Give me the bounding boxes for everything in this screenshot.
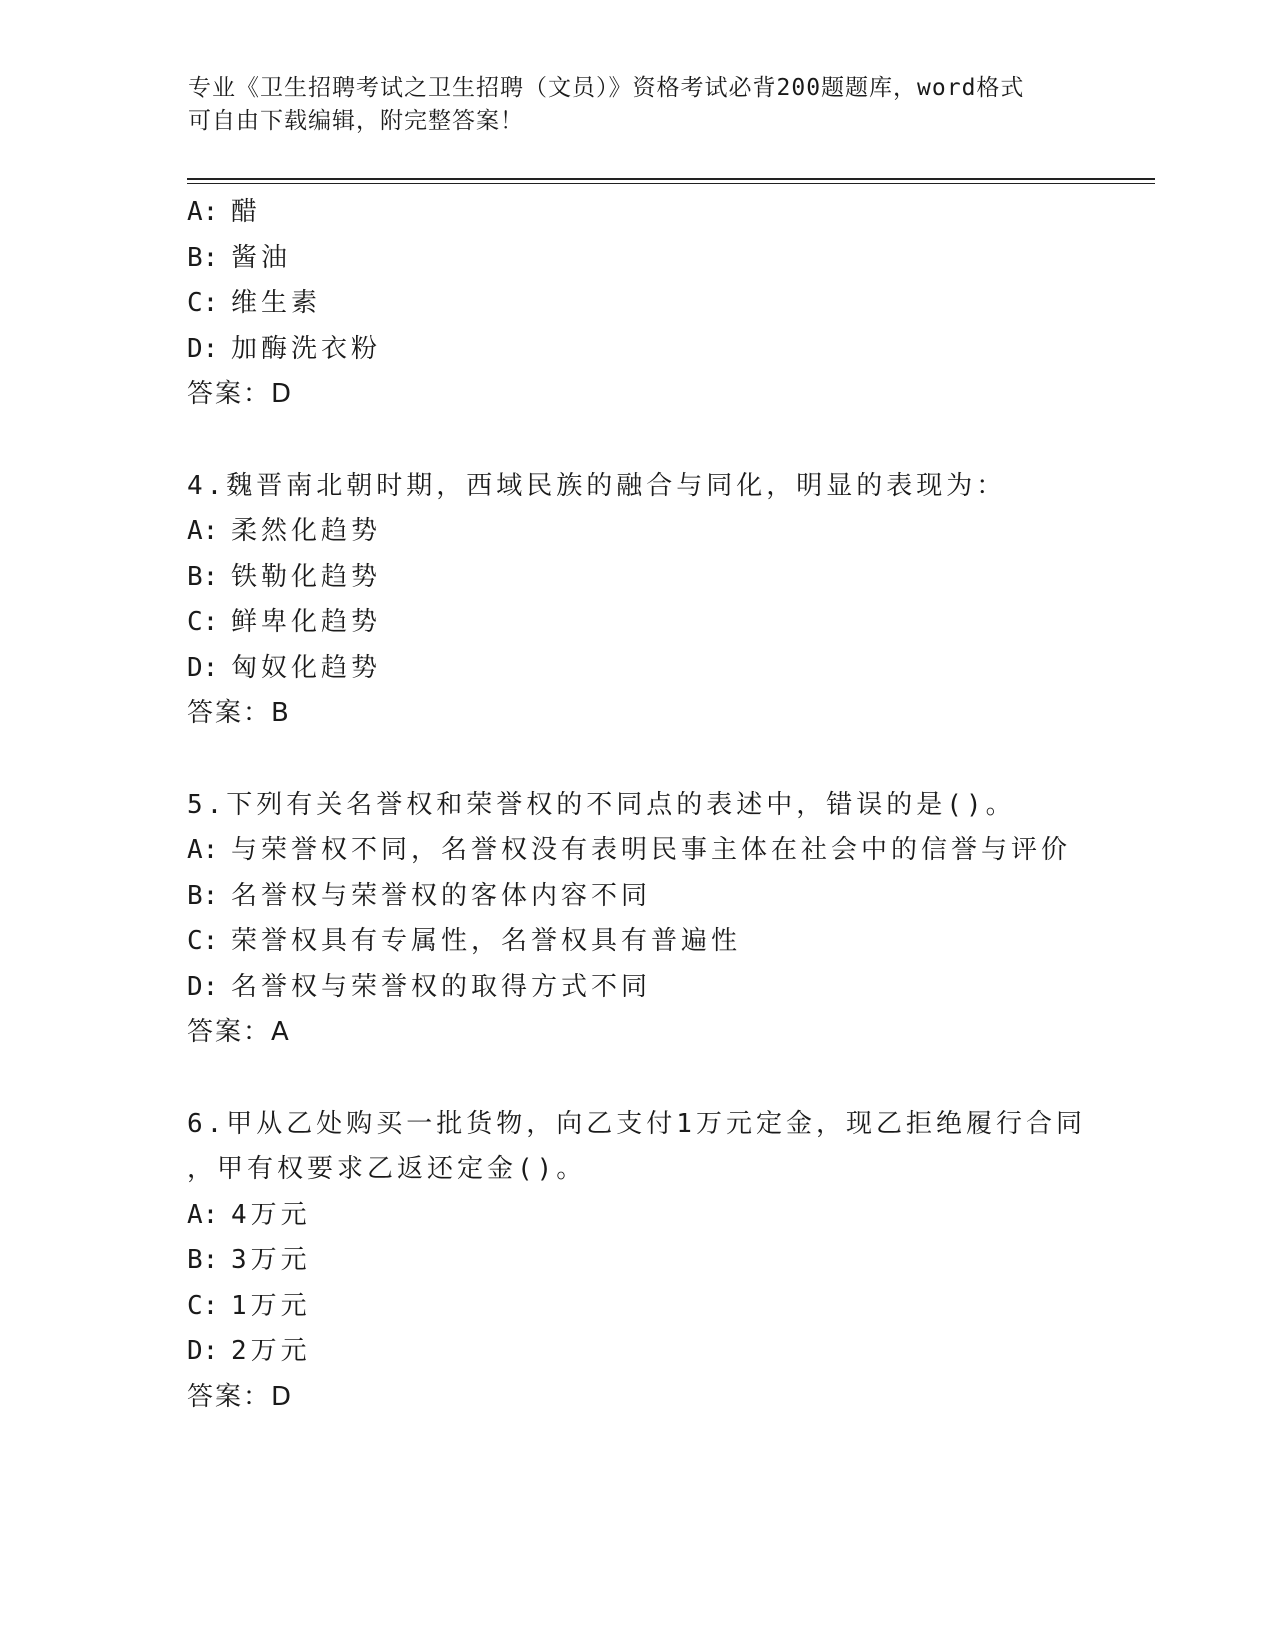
question-text-line-2: ，甲有权要求乙返还定金()。 xyxy=(187,1154,587,1184)
option-a xyxy=(187,1193,1107,1239)
option-text: 加酶洗衣粉 xyxy=(231,333,382,364)
option-b xyxy=(187,874,1107,920)
option-text: 荣誉权具有专属性，名誉权具有普遍性 xyxy=(231,926,742,956)
spacer xyxy=(187,1056,1107,1102)
option-key: D: xyxy=(187,971,219,1002)
option-text: 维生素 xyxy=(231,288,322,318)
header-divider-thin xyxy=(187,183,1155,184)
option-key: C: xyxy=(187,607,219,637)
spacer xyxy=(187,737,1107,783)
question-block-4 xyxy=(187,464,1107,737)
option-text: 4万元 xyxy=(231,1199,311,1230)
option-b xyxy=(187,236,1107,282)
header-line-2: 可自由下载编辑，附完整答案！ xyxy=(188,108,524,134)
option-key: A: xyxy=(187,516,219,546)
option-key: B: xyxy=(187,242,219,273)
header-line-1: 专业《卫生招聘考试之卫生招聘（文员）》资格考试必背200题题库，word格式 xyxy=(188,75,1025,101)
spacer xyxy=(187,418,1107,464)
answer-line: 答案：B xyxy=(187,698,291,728)
document-header xyxy=(188,72,1088,138)
option-key: A: xyxy=(187,197,219,227)
answer-line: 答案：A xyxy=(187,1017,291,1047)
option-text: 酱油 xyxy=(231,242,292,273)
option-c xyxy=(187,919,1107,965)
question-list xyxy=(187,190,1107,1420)
option-text: 1万元 xyxy=(231,1290,311,1321)
question-block-3 xyxy=(187,190,1107,418)
option-key: C: xyxy=(187,926,219,956)
option-a xyxy=(187,828,1107,874)
answer-line: 答案：D xyxy=(187,1381,294,1412)
option-d xyxy=(187,1329,1107,1375)
option-key: C: xyxy=(187,1290,219,1321)
option-d xyxy=(187,646,1107,692)
option-text: 柔然化趋势 xyxy=(231,516,382,546)
option-text: 2万元 xyxy=(231,1336,311,1366)
option-d xyxy=(187,965,1107,1011)
option-key: C: xyxy=(187,288,219,318)
option-key: B: xyxy=(187,880,219,911)
option-key: D: xyxy=(187,333,219,364)
option-a xyxy=(187,509,1107,555)
option-c xyxy=(187,1284,1107,1330)
option-b xyxy=(187,1238,1107,1284)
option-text: 名誉权与荣誉权的客体内容不同 xyxy=(231,880,652,911)
option-text: 3万元 xyxy=(231,1245,311,1275)
question-block-6 xyxy=(187,1102,1107,1421)
option-text: 鲜卑化趋势 xyxy=(231,607,382,637)
question-block-5 xyxy=(187,783,1107,1056)
option-key: A: xyxy=(187,1199,219,1230)
option-c xyxy=(187,281,1107,327)
option-text: 铁勒化趋势 xyxy=(231,561,382,592)
option-key: D: xyxy=(187,1336,219,1366)
question-text: 5.下列有关名誉权和荣誉权的不同点的表述中，错误的是()。 xyxy=(187,789,1016,820)
option-text: 名誉权与荣誉权的取得方式不同 xyxy=(231,971,652,1002)
question-text: 4.魏晋南北朝时期，西域民族的融合与同化，明显的表现为： xyxy=(187,470,1007,501)
header-divider-thick xyxy=(187,178,1155,180)
option-key: B: xyxy=(187,1245,219,1275)
answer-line: 答案：D xyxy=(187,379,294,409)
option-key: B: xyxy=(187,561,219,592)
option-c xyxy=(187,600,1107,646)
option-key: D: xyxy=(187,652,219,683)
option-b xyxy=(187,555,1107,601)
option-text: 与荣誉权不同，名誉权没有表明民事主体在社会中的信誉与评价 xyxy=(231,835,1072,865)
option-text: 匈奴化趋势 xyxy=(231,652,382,683)
question-text-line-1: 6.甲从乙处购买一批货物，向乙支付1万元定金，现乙拒绝履行合同 xyxy=(187,1108,1086,1139)
option-text: 醋 xyxy=(231,197,262,227)
option-a xyxy=(187,190,1107,236)
option-d xyxy=(187,327,1107,373)
option-key: A: xyxy=(187,835,219,865)
